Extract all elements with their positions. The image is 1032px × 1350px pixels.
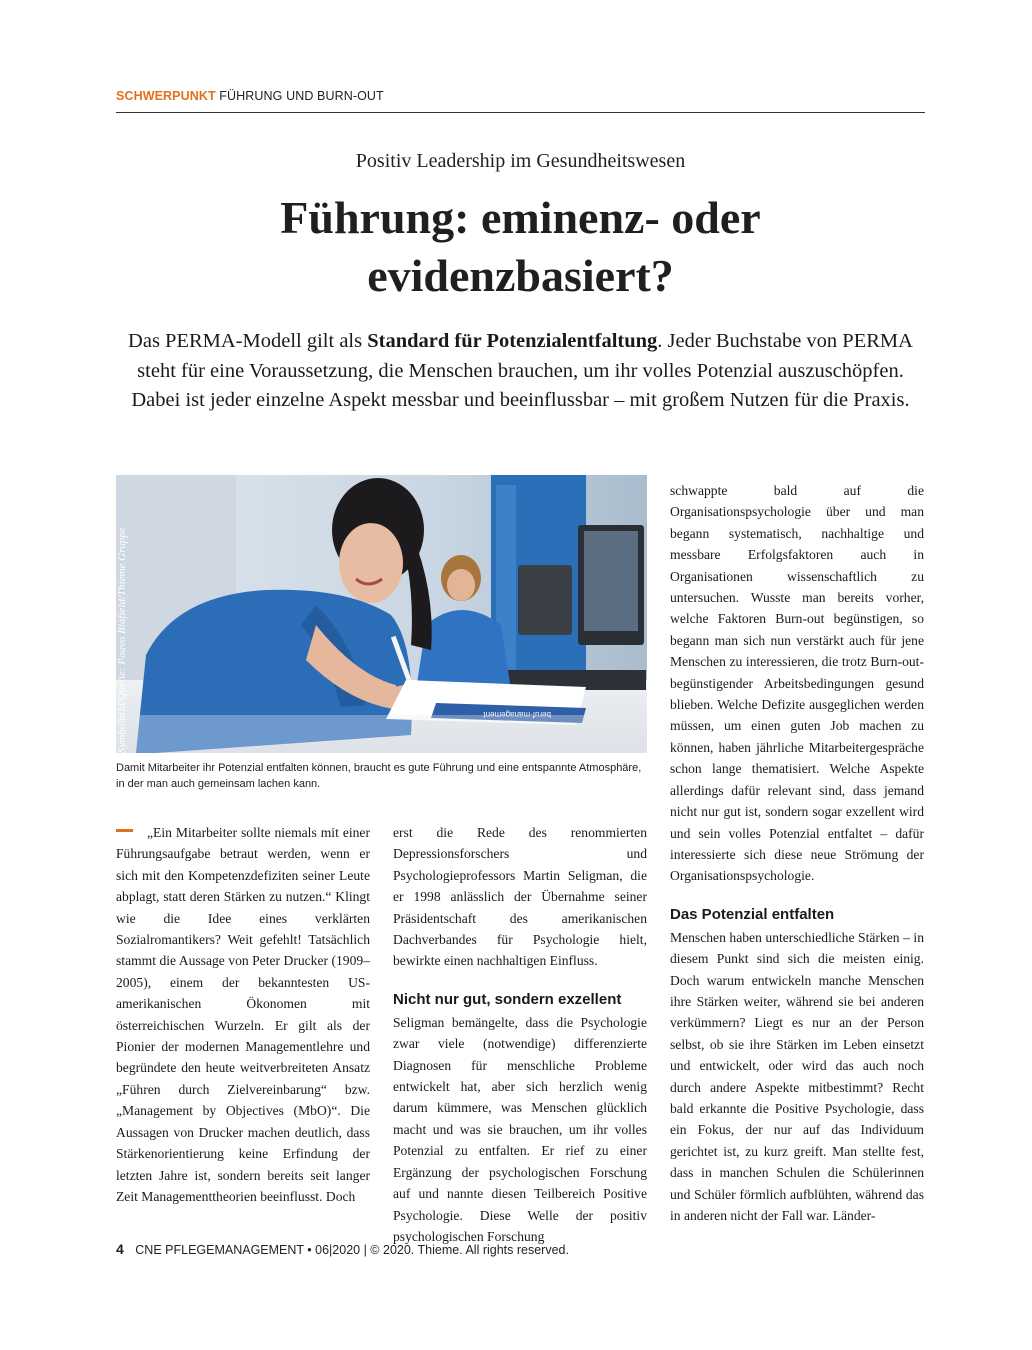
- section-topic: FÜHRUNG UND BURN-OUT: [219, 89, 384, 103]
- section-header: [116, 89, 925, 103]
- text-column-3: [670, 480, 924, 1226]
- column-1-text: „Ein Mitarbeiter sollte niemals mit einer Führungsaufgabe betraut werden, wenn er sich mit den Kompetenzdefiziten seiner Leute abplagt, statt deren Stärken zu nutzen.“ Klingt wie die Idee eines verklärten Sozialromantikers? Weit gefehlt! Tatsächlich stammt die Aussage von Peter Drucker (1909–2005), einem der bekanntesten US-amerikanischen Ökonomen mit österreichischen Wurzeln. Er gilt als der Pionier der modernen Managementlehre und begründete den heute weitverbreiteten Ansatz „Führen durch Zielvereinbarung“ bzw. „Management by Objectives (MbO)“. Die Aussagen von Drucker machen deutlich, dass Stärkenorientierung keine Erfindung der letzten Jahre ist, sondern bereits seit langer Zeit Managementtheorien beeinflusst. Doch: [116, 825, 370, 1204]
- title-line-2: evidenzbasiert?: [367, 250, 674, 301]
- footer-text: CNE PFLEGEMANAGEMENT • 06|2020 | © 2020. Thieme. All rights reserved.: [135, 1243, 569, 1257]
- title-line-1: Führung: eminenz- oder: [280, 192, 761, 243]
- lead-pre: Das PERMA-Modell gilt als: [128, 330, 368, 352]
- paragraph: Seligman bemängelte, dass die Psychologie zwar viele (notwendige) differenzierte Diagnosen für menschliche Probleme entwickelt hat, aber sich herzlich wenig darum kümmere, was Menschen glücklich macht und was sie brauchen, um ihr volles Potenzial zu entfalten. Er rief zu einer Ergänzung der psychologischen Forschung auf und nannte diesen Teilbereich Positive Psychologie. Diese Welle der positiv psychologischen Forschung: [393, 1014, 647, 1244]
- paragraph: [116, 822, 370, 1207]
- subheading: Das Potenzial entfalten: [670, 905, 835, 923]
- page-footer: [116, 1241, 925, 1257]
- subheading: Nicht nur gut, sondern exzellent: [393, 990, 622, 1008]
- page-number: 4: [116, 1241, 124, 1257]
- article-kicker: Positiv Leadership im Gesundheitswesen: [355, 150, 686, 172]
- lead-bold: Standard für Potenzialentfaltung: [367, 330, 658, 352]
- lead-post: . Jeder Buchstabe von PERMA steht für eine Voraussetzung, die Menschen brauchen, um ihr volles Potenzial auszuschöpfen. Dabei ist jeder einzelne Aspekt messbar und beeinflussbar – mit großem Nutzen für die Praxis.: [131, 330, 913, 411]
- spacer: [670, 887, 924, 905]
- text-column-2: [393, 822, 647, 1247]
- article-lead: [116, 327, 925, 416]
- spacer: [393, 972, 647, 990]
- orange-dash-mark: [116, 829, 133, 832]
- folder-label: beruf·management: [483, 710, 551, 719]
- photo-credit: Symbolbild/Quelle: Paavo Bläfield/Thieme Gruppe: [116, 527, 128, 753]
- header-rule: [116, 112, 925, 113]
- photo-caption: Damit Mitarbeiter ihr Potenzial entfalten können, braucht es gute Führung und eine entspannte Atmosphäre, in der man auch gemeinsam lachen kann.: [116, 762, 642, 790]
- paragraph: Menschen haben unterschiedliche Stärken – in diesem Punkt sind sich die meisten einig. Doch warum entwickeln manche Menschen ihre Stärken weiter, während sie bei anderen verkümmern? Liegt es nur an der Person selbst, ob sie ihre Stärken im Leben einsetzt und entwickelt, oder wird das auch noch durch andere Aspekte mitbestimmt? Recht bald erkannte die Positive Psychologie, dass ein Fokus, der nur auf das Individuum gerichtet ist, zu kurz greift. Man stellte fest, dass in manchen Schulen die Schülerinnen und Schüler förmlich aufblühten, während das in anderen nicht der Fall war. Länder-: [670, 929, 924, 1223]
- paragraph: erst die Rede des renommierten Depressionsforschers und Psychologieprofessors Martin Seligman, die er 1998 anlässlich der Übernahme seiner Präsidentschaft des amerikanischen Dachverbandes für Psychologie hielt, bewirkte einen nachhaltigen Einfluss.: [393, 825, 647, 969]
- text-column-1: [116, 822, 370, 1207]
- section-label: SCHWERPUNKT: [116, 89, 216, 103]
- article-title: [116, 189, 925, 305]
- paragraph: schwappte bald auf die Organisationspsychologie über und man begann systematisch, nachhaltige und messbare Erfolgsfaktoren auch in Organisationen wissenschaftlich zu untersuchen. Wusste man bereits vorher, welche Faktoren Burn-out begünstigen, so begann man sich nun verstärkt auch für jene Menschen zu interessieren, die trotz Burn-out-begünstigender Arbeitsbedingungen gesund blieben. Welche Defizite ausgeglichen werden müssen, um einen guten Job machen zu können, haben jährliche Mitarbeitergespräche schon lange thematisiert. Welche Aspekte allerdings dafür relevant sind, dass jemand nicht nur gut ist, sondern sogar exzellent wird und sein volles Potenzial entfaltet – dafür interessierte sich diese neue Strömung der Organisationspsychologie.: [670, 483, 924, 884]
